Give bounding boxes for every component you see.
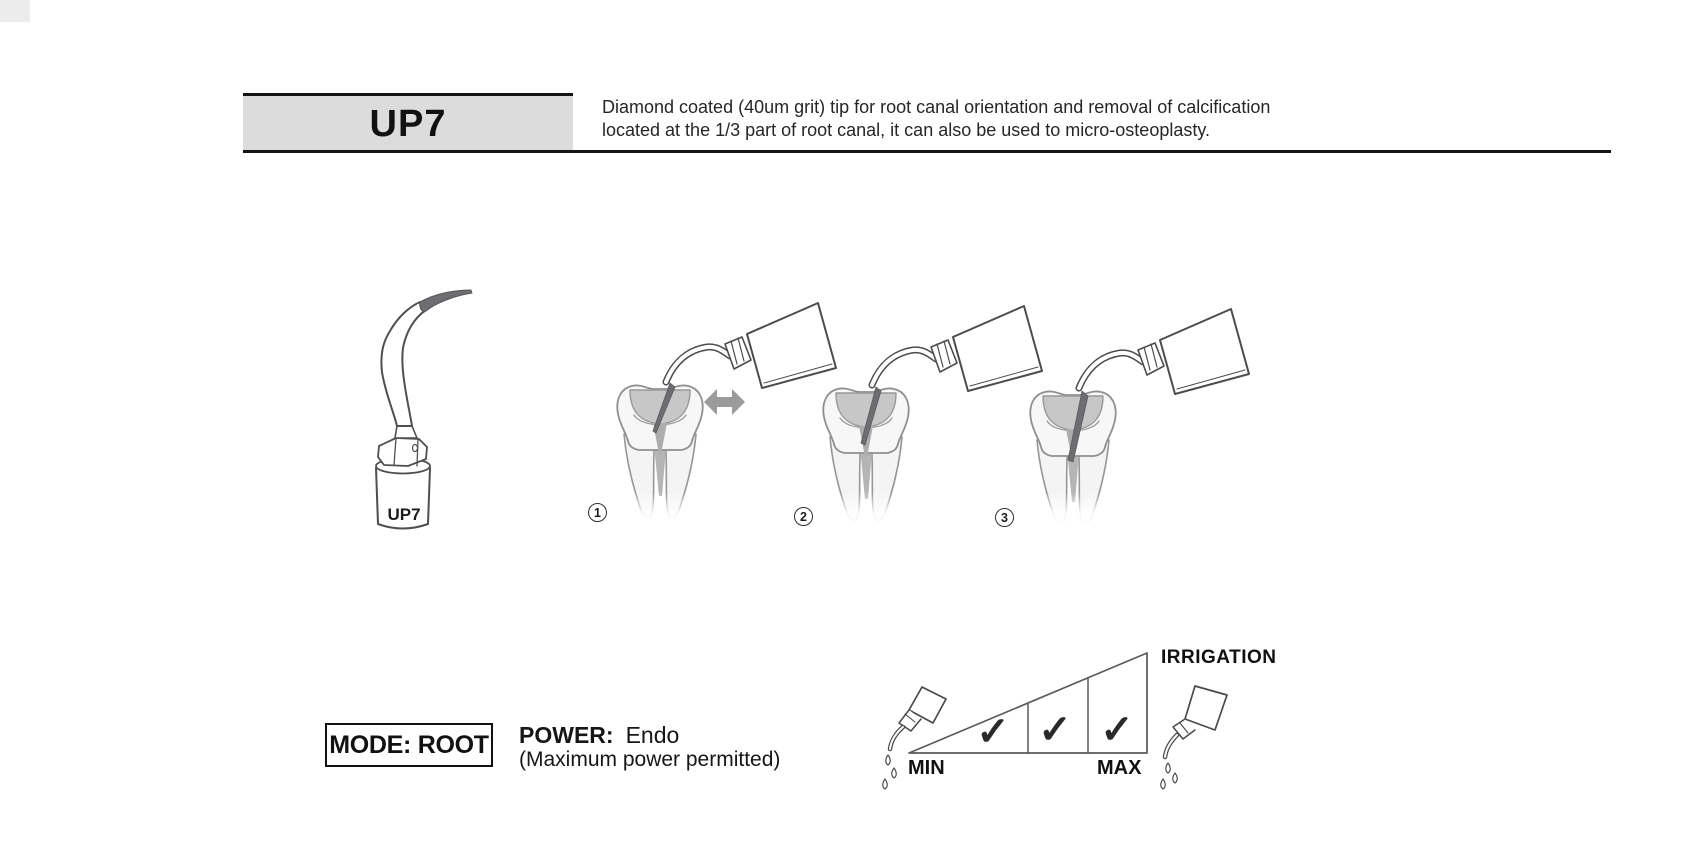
- max-label: MAX: [1097, 757, 1142, 779]
- description-line-1: Diamond coated (40um grit) tip for root canal orientation and removal of calcification: [602, 97, 1271, 117]
- description-line-2: located at the 1/3 part of root canal, it can also be used to micro-osteoplasty.: [602, 120, 1211, 140]
- tip-neck: [395, 426, 417, 438]
- motion-arrow-icon: [704, 389, 745, 415]
- mode-label: MODE: ROOT: [329, 730, 489, 759]
- step-number-badge-1: 1: [588, 503, 607, 522]
- tip-shaft: [381, 302, 426, 426]
- min-label: MIN: [908, 757, 945, 779]
- power-value: Endo: [625, 722, 680, 748]
- header-rule: [243, 150, 1611, 153]
- power-note: (Maximum power permitted): [519, 748, 781, 771]
- step-1-figure: [617, 303, 836, 518]
- tip-illustration: [320, 252, 485, 537]
- dripping-tip-right-icon: [1161, 686, 1227, 789]
- model-header-box: [243, 93, 573, 153]
- corner-artifact: [0, 0, 30, 22]
- tip-hex-nut: [378, 438, 427, 466]
- irrigation-check-3: ✓: [1100, 708, 1134, 752]
- power-label: POWER:: [519, 722, 614, 748]
- power-line: [519, 722, 679, 749]
- mode-box: [325, 723, 493, 767]
- step-3-figure: [1030, 309, 1249, 524]
- model-description: [602, 96, 1342, 142]
- tip-label: UP7: [387, 505, 421, 524]
- step-number-badge-2: 2: [794, 507, 813, 526]
- usage-steps-illustration: [540, 270, 1270, 530]
- tip-coating: [420, 290, 472, 312]
- step-2-figure: [823, 306, 1042, 521]
- irrigation-check-1: ✓: [976, 710, 1010, 754]
- irrigation-check-2: ✓: [1038, 708, 1072, 752]
- step-number-badge-3: 3: [995, 508, 1014, 527]
- irrigation-title: IRRIGATION: [1161, 647, 1277, 668]
- model-title: UP7: [369, 103, 447, 145]
